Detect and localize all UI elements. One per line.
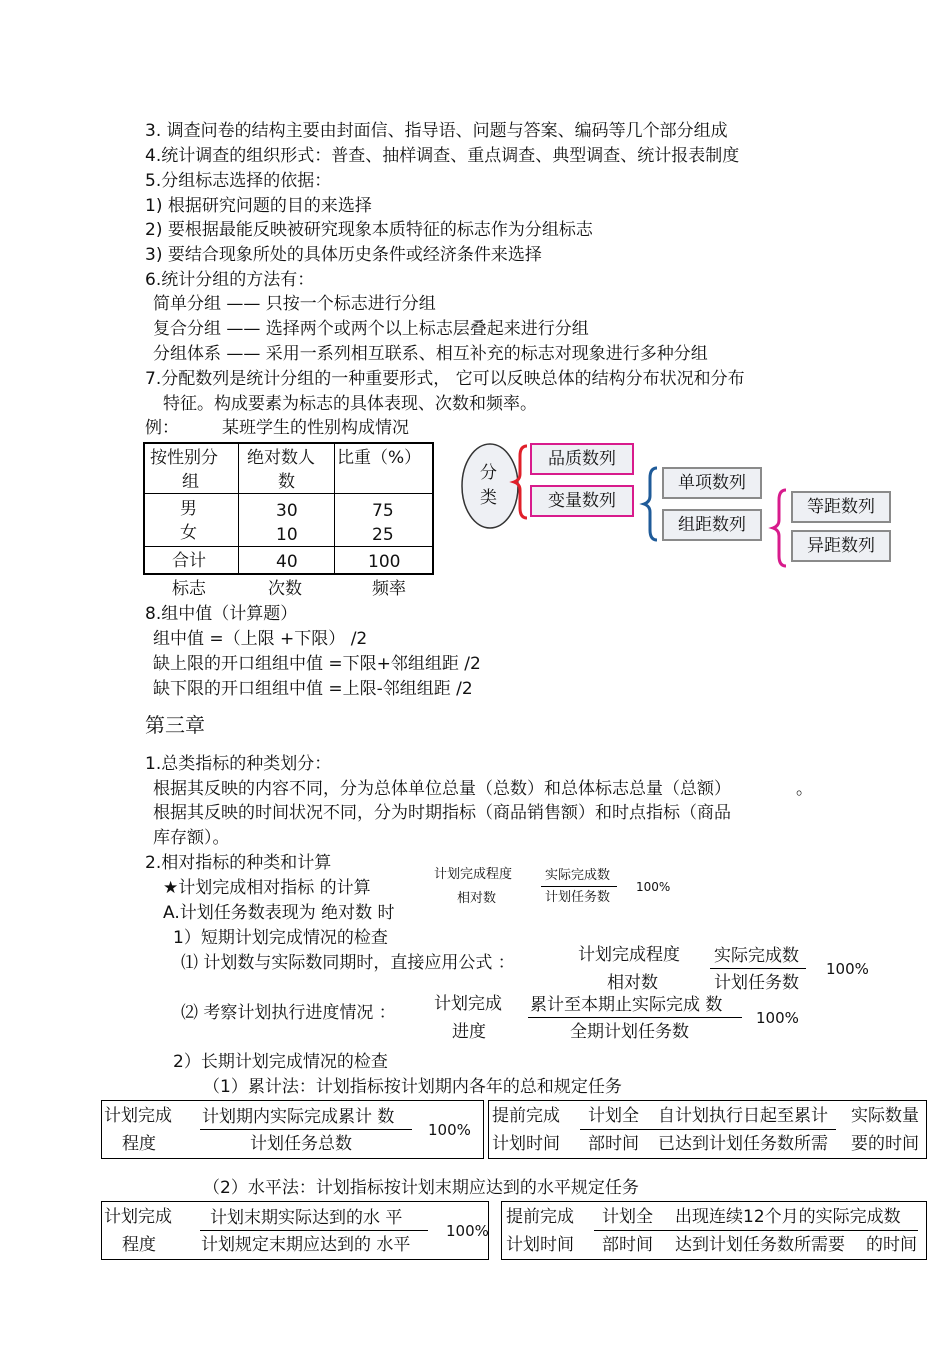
text-line: （1）累计法：计划指标按计划期内各年的总和规定任务	[203, 1077, 622, 1097]
formula-label: 相对数	[457, 891, 497, 906]
formula-denominator: 计划任务数	[545, 890, 611, 905]
text-line: 根据其反映的时间状况不同，分为时期指标（商品销售额）和时点指标（商品	[153, 803, 731, 823]
text-line: 7.分配数列是统计分组的一种重要形式， 它可以反映总体的结构分布状况和分布	[145, 369, 745, 389]
advance-text: 部时间	[602, 1235, 653, 1255]
advance-text: 实际数量	[851, 1106, 919, 1126]
text-line: 特征。构成要素为标志的具体表现、次数和频率。	[163, 394, 537, 414]
text-line: 3. 调查问卷的结构主要由封面信、指导语、问题与答案、编码等几个部分组成	[145, 121, 728, 141]
formula-label: 计划完成程度	[434, 867, 513, 882]
text-line: 复合分组 —— 选择两个或两个以上标志层叠起来进行分组	[153, 319, 589, 339]
text-line: 2）长期计划完成情况的检查	[173, 1052, 388, 1072]
text-line: 8.组中值（计算题）	[145, 604, 298, 624]
formula-percent: 100%	[826, 960, 869, 978]
formula-numerator: 累计至本期止实际完成 数	[530, 995, 723, 1015]
text-line: 2) 要根据最能反映被研究现象本质特征的标志作为分组标志	[145, 220, 593, 240]
formula-numerator: 实际完成数	[714, 946, 799, 966]
table-header: 数	[278, 472, 295, 492]
table-cell: 100	[368, 552, 401, 572]
example-title: 某班学生的性别构成情况	[222, 418, 409, 438]
text-line: 1) 根据研究问题的目的来选择	[145, 196, 372, 216]
formula-percent: 100%	[428, 1121, 471, 1139]
text-line: （2）水平法：计划指标按计划末期应达到的水平规定任务	[203, 1178, 639, 1198]
text-line: 库存额）。	[153, 828, 230, 848]
table-cell: 40	[276, 552, 298, 572]
advance-text: 自计划执行日起至累计	[658, 1106, 828, 1126]
chapter-title: 第三章	[145, 713, 205, 737]
advance-text: 计划时间	[492, 1134, 560, 1154]
advance-text: 已达到计划任务数所需	[658, 1134, 828, 1154]
table-cell: 30	[276, 501, 298, 521]
text-line: 3) 要结合现象所处的具体历史条件或经济条件来选择	[145, 245, 542, 265]
text-line: 分组体系 —— 采用一系列相互联系、相互补充的标志对现象进行多种分组	[153, 344, 708, 364]
formula-percent: 100%	[446, 1222, 489, 1240]
table-cell: 75	[372, 501, 394, 521]
advance-text: 的时间	[866, 1235, 917, 1255]
formula-label: 计划完成	[104, 1207, 172, 1227]
formula-denominator: 计划规定末期应达到的 水平	[201, 1235, 411, 1255]
formula-denominator: 计划任务总数	[250, 1134, 352, 1154]
text-line: 。	[796, 779, 813, 799]
single-series-box: 单项数列	[662, 467, 762, 499]
advance-text: 部时间	[588, 1134, 639, 1154]
table-header: 绝对数人	[247, 448, 315, 468]
formula-label: 计划完成	[434, 994, 502, 1014]
text-line: 简单分组 —— 只按一个标志进行分组	[153, 294, 436, 314]
group-series-box: 组距数列	[662, 509, 762, 541]
advance-text: 计划全	[602, 1207, 653, 1227]
table-cell: 10	[276, 525, 298, 545]
text-line: 组中值 =（上限 +下限） /2	[153, 629, 368, 649]
diagram-circle-label: 类	[480, 488, 497, 508]
formula-label: 相对数	[607, 973, 658, 993]
text-line: 2.相对指标的种类和计算	[145, 853, 332, 873]
advance-text: 计划时间	[506, 1235, 574, 1255]
table-footer: 次数	[268, 579, 302, 599]
text-line: 6.统计分组的方法有：	[145, 270, 315, 290]
formula-label: 进度	[452, 1022, 486, 1042]
formula-numerator: 计划期内实际完成累计 数	[202, 1107, 395, 1127]
quality-series-box: 品质数列	[530, 443, 634, 475]
formula-label: 计划完成程度	[578, 945, 680, 965]
table-header: 组	[182, 472, 199, 492]
table-footer: 标志	[172, 579, 206, 599]
advance-text: 出现连续12个月的实际完成数	[675, 1207, 901, 1227]
text-line: 1.总类指标的种类划分：	[145, 754, 332, 774]
unequal-interval-box: 异距数列	[791, 530, 891, 562]
table-cell: 男	[180, 499, 197, 519]
advance-text: 要的时间	[851, 1134, 919, 1154]
table-cell: 女	[180, 523, 197, 543]
formula-denominator: 计划任务数	[714, 973, 799, 993]
text-line: 缺上限的开口组组中值 =下限+邻组组距 /2	[153, 654, 481, 674]
formula-label: 计划完成	[104, 1106, 172, 1126]
text-line: 缺下限的开口组组中值 =上限-邻组组距 /2	[153, 679, 473, 699]
text-line: ⑴ 计划数与实际数同期时，直接应用公式 ：	[181, 953, 515, 973]
formula-numerator: 实际完成数	[545, 868, 611, 883]
formula-percent: 100%	[756, 1009, 799, 1027]
equal-interval-box: 等距数列	[791, 491, 891, 523]
formula-denominator: 全期计划任务数	[570, 1022, 689, 1042]
diagram-circle-label: 分	[480, 463, 497, 483]
advance-text: 计划全	[588, 1106, 639, 1126]
text-line: ★计划完成相对指标 的计算	[163, 878, 371, 898]
text-line: 1）短期计划完成情况的检查	[173, 928, 388, 948]
variable-series-box: 变量数列	[530, 485, 634, 517]
text-line: 根据其反映的内容不同，分为总体单位总量（总数）和总体标志总量（总额）	[153, 779, 731, 799]
advance-text: 达到计划任务数所需要	[675, 1235, 845, 1255]
table-header: 比重（%）	[337, 448, 422, 468]
text-line: 4.统计调查的组织形式：普查、抽样调查、重点调查、典型调查、统计报表制度	[145, 146, 740, 166]
table-header: 按性别分	[150, 448, 218, 468]
text-line: A.计划任务数表现为 绝对数 时	[163, 903, 395, 923]
formula-numerator: 计划末期实际达到的水 平	[210, 1208, 403, 1228]
table-cell: 合计	[172, 551, 206, 571]
table-footer: 频率	[372, 579, 406, 599]
example-label: 例：	[145, 418, 179, 438]
formula-label: 程度	[122, 1235, 156, 1255]
advance-text: 提前完成	[492, 1106, 560, 1126]
advance-text: 提前完成	[506, 1207, 574, 1227]
formula-percent: 100%	[636, 880, 671, 894]
text-line: ⑵ 考察计划执行进度情况 ：	[181, 1003, 396, 1023]
text-line: 5.分组标志选择的依据：	[145, 171, 332, 191]
table-cell: 25	[372, 525, 394, 545]
formula-label: 程度	[122, 1134, 156, 1154]
